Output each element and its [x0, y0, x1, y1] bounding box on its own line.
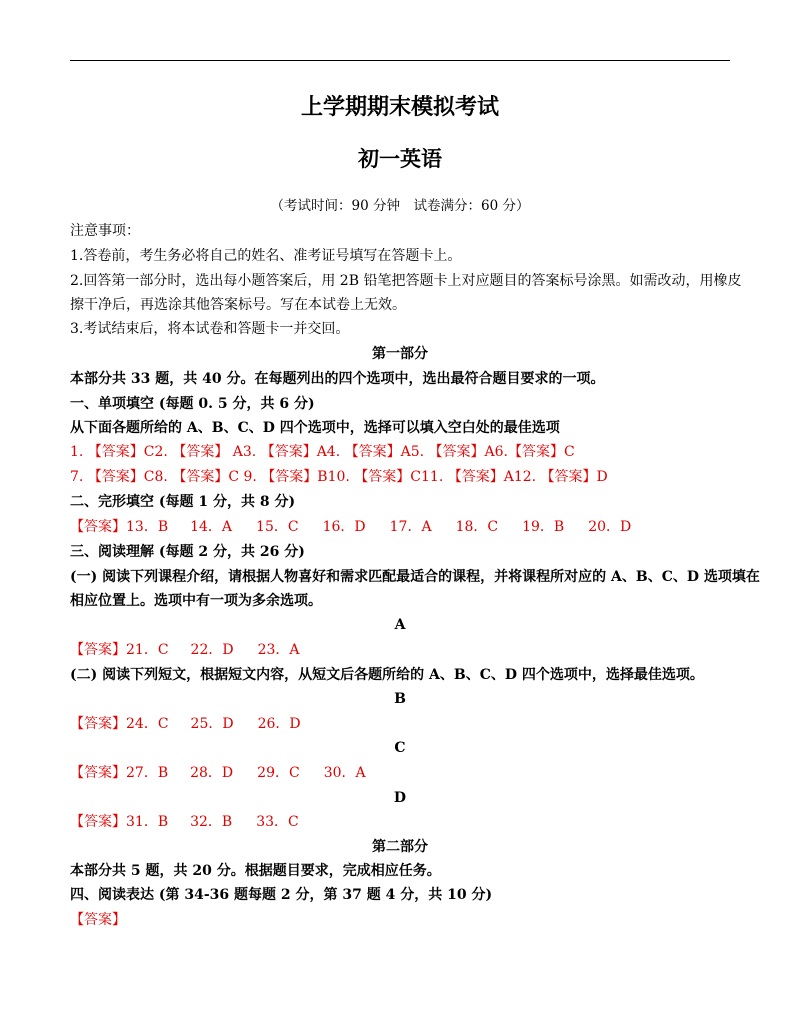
- answer-item: 22．D: [190, 642, 234, 658]
- exam-info: （考试时间：90 分钟 试卷满分：60 分）: [270, 198, 530, 214]
- note-item: 1.答卷前，考生务必将自己的姓名、准考证号填写在答题卡上。: [70, 248, 462, 264]
- answer-item: 25．D: [190, 716, 234, 732]
- section1-instruction: 从下面各题所给的 A、B、C、D 四个选项中，选择可以填入空白处的最佳选项: [70, 420, 560, 436]
- passage-d-answers: [70, 813, 730, 831]
- answer-item: 23．A: [257, 642, 300, 658]
- passage-b-answers: [70, 715, 730, 733]
- passage-a-answers: [70, 641, 730, 659]
- answer-item: 20．D: [588, 519, 632, 535]
- passage-a-label: A: [394, 617, 406, 633]
- answers-line2-text: 7. 【答案】C8. 【答案】C 9. 【答案】B10. 【答案】C11. 【答案】A12. 【答案】D: [70, 469, 608, 485]
- top-rule: [70, 60, 730, 61]
- section1-answers-line1: 1. 【答案】C2. 【答案】 A3. 【答案】A4. 【答案】A5. 【答案】A6.【答案】C: [70, 444, 575, 460]
- part1-heading: 第一部分: [372, 346, 428, 362]
- section1-answers-line2: [70, 468, 730, 486]
- answer-item: 【答案】31．B: [70, 814, 169, 830]
- answer-item: 28．D: [190, 765, 234, 781]
- section4-title: 四、阅读表达 (第 34-36 题每题 2 分，第 37 题 4 分，共 10 分): [70, 887, 493, 903]
- passage-c-label: C: [394, 740, 406, 756]
- answer-item: 30．A: [323, 765, 366, 781]
- answer-item: 15．C: [256, 519, 299, 535]
- part2-intro: 本部分共 5 题，共 20 分。根据题目要求，完成相应任务。: [70, 863, 441, 879]
- section2-answers: [70, 518, 730, 536]
- section4-answer: 【答案】: [70, 912, 126, 928]
- answer-item: 33．C: [256, 814, 299, 830]
- section3-sub2: (二) 阅读下列短文，根据短文内容，从短文后各题所给的 A、B、C、D 四个选项中，选择最佳选项。: [70, 667, 704, 683]
- section1-title: 一、单项填空 (每题 0. 5 分，共 6 分): [70, 396, 315, 412]
- part1-intro: 本部分共 33 题，共 40 分。在每题列出的四个选项中，选出最符合题目要求的一项。: [70, 371, 605, 387]
- answer-item: 16．D: [322, 519, 366, 535]
- answer-item: 26．D: [257, 716, 301, 732]
- answer-item: 【答案】13．B: [70, 519, 169, 535]
- exam-title: 上学期期末模拟考试: [300, 94, 499, 120]
- section3-sub1-line2: 相应位置上。选项中有一项为多余选项。: [70, 593, 322, 609]
- section2-title: 二、完形填空 (每题 1 分，共 8 分): [70, 494, 296, 510]
- part2-heading: 第二部分: [372, 839, 428, 855]
- subject-title: 初一英语: [358, 146, 442, 171]
- answer-item: 32．B: [190, 814, 233, 830]
- passage-c-answers: [70, 764, 730, 782]
- note-item: 2.回答第一部分时，选出每小题答案后，用 2B 铅笔把答题卡上对应题目的答案标号涂黑。如需改动，用橡皮: [70, 273, 742, 289]
- section3-sub1-line1: (一) 阅读下列课程介绍，请根据人物喜好和需求匹配最适合的课程，并将课程所对应的 A、B、C、D 选项填在: [70, 569, 760, 585]
- note-item: 擦干净后，再选涂其他答案标号。写在本试卷上无效。: [70, 297, 406, 313]
- answer-item: 14．A: [190, 519, 233, 535]
- answer-item: 19．B: [522, 519, 565, 535]
- passage-b-label: B: [394, 691, 406, 707]
- passage-d-label: D: [393, 790, 407, 806]
- answer-item: 【答案】21．C: [70, 642, 169, 658]
- answer-item: 18．C: [455, 519, 499, 535]
- notes-heading: 注意事项：: [70, 223, 140, 239]
- answer-item: 【答案】24．C: [70, 716, 169, 732]
- note-item: 3.考试结束后，将本试卷和答题卡一并交回。: [70, 321, 350, 337]
- section3-title: 三、阅读理解 (每题 2 分，共 26 分): [70, 544, 305, 560]
- answer-item: 17．A: [389, 519, 432, 535]
- answer-item: 29．C: [257, 765, 300, 781]
- answer-item: 【答案】27．B: [70, 765, 169, 781]
